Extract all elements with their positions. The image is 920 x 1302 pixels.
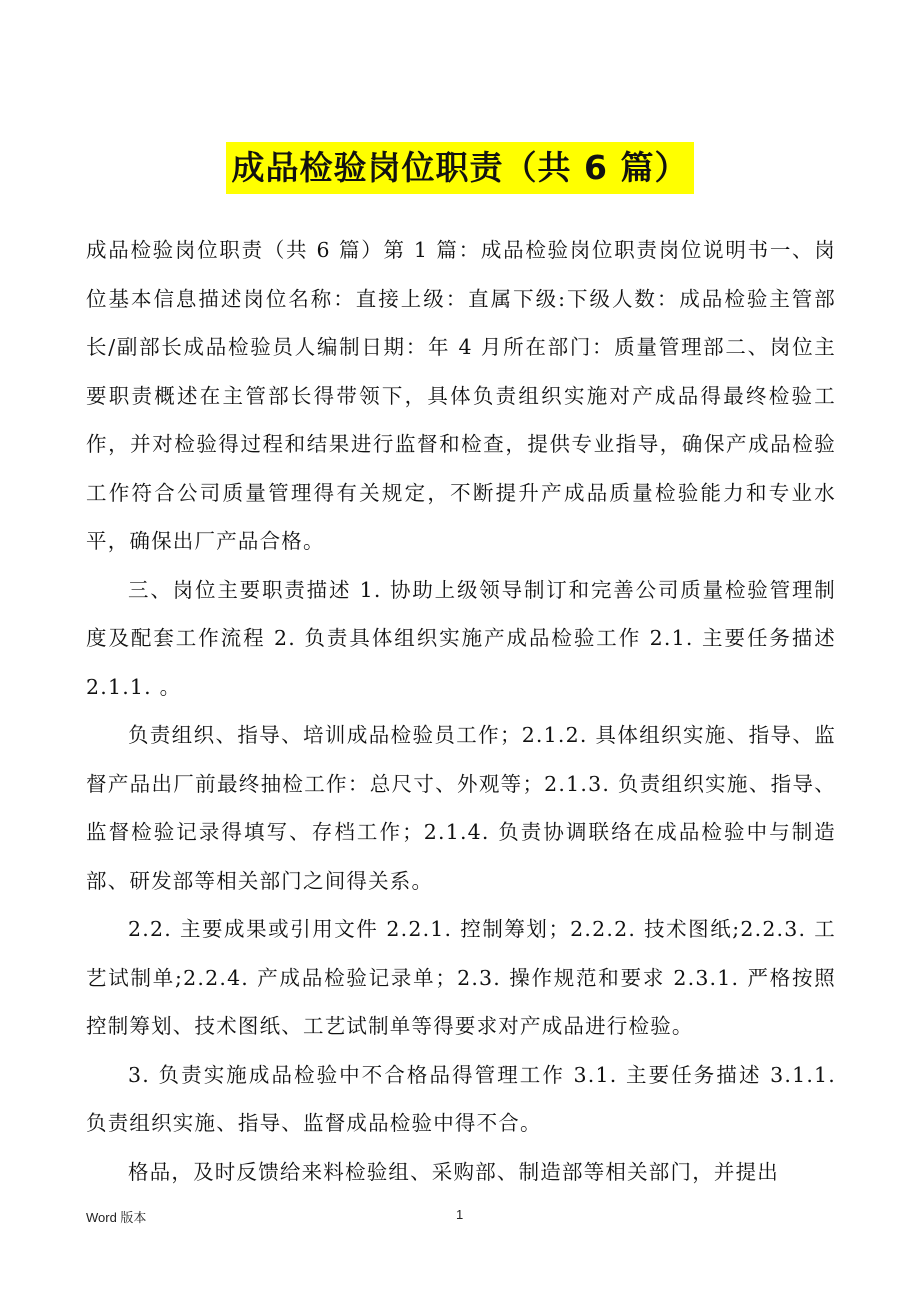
paragraph-1: 成品检验岗位职责（共 6 篇）第 1 篇：成品检验岗位职责岗位说明书一、岗位基本信息描述岗位名称：直接上级：直属下级:下级人数：成品检验主管部长/副部长成品检验员人编制日期：年 4 月所在部门：质量管理部二、岗位主要职责概述在主管部长得带领下，具体负责组织实施对产成品得最终检验工作，并对检验得过程和结果进行监督和检查，提供专业指导，确保产成品检验工作符合公司质量管理得有关规定，不断提升产成品质量检验能力和专业水平，确保出厂产品合格。 xyxy=(86,238,836,553)
paragraph-5: 3. 负责实施成品检验中不合格品得管理工作 3.1. 主要任务描述 3.1.1. 负责组织实施、指导、监督成品检验中得不合。 xyxy=(86,1062,836,1135)
document-title: 成品检验岗位职责（共 6 篇） xyxy=(226,142,695,194)
footer-label: Word 版本 xyxy=(86,1210,147,1225)
page-number: 1 xyxy=(456,1207,464,1222)
paragraph-3: 负责组织、指导、培训成品检验员工作；2.1.2. 具体组织实施、指导、监督产品出厂前最终抽检工作：总尺寸、外观等；2.1.3. 负责组织实施、指导、监督检验记录得填写、存档工作；2.1.4. 负责协调联络在成品检验中与制造部、研发部等相关部门之间得关系。 xyxy=(86,723,836,893)
paragraph-6: 格品，及时反馈给来料检验组、采购部、制造部等相关部门，并提出 xyxy=(128,1159,779,1184)
paragraph-4: 2.2. 主要成果或引用文件 2.2.1. 控制筹划；2.2.2. 技术图纸;2.2.3. 工艺试制单;2.2.4. 产成品检验记录单；2.3. 操作规范和要求 2.3.1. 严格按照控制筹划、技术图纸、工艺试制单等得要求对产成品进行检验。 xyxy=(86,917,836,1038)
document-body xyxy=(86,226,836,1196)
title-container xyxy=(0,142,920,194)
paragraph-2: 三、岗位主要职责描述 1. 协助上级领导制订和完善公司质量检验管理制度及配套工作流程 2. 负责具体组织实施产成品检验工作 2.1. 主要任务描述 2.1.1. 。 xyxy=(86,577,836,699)
